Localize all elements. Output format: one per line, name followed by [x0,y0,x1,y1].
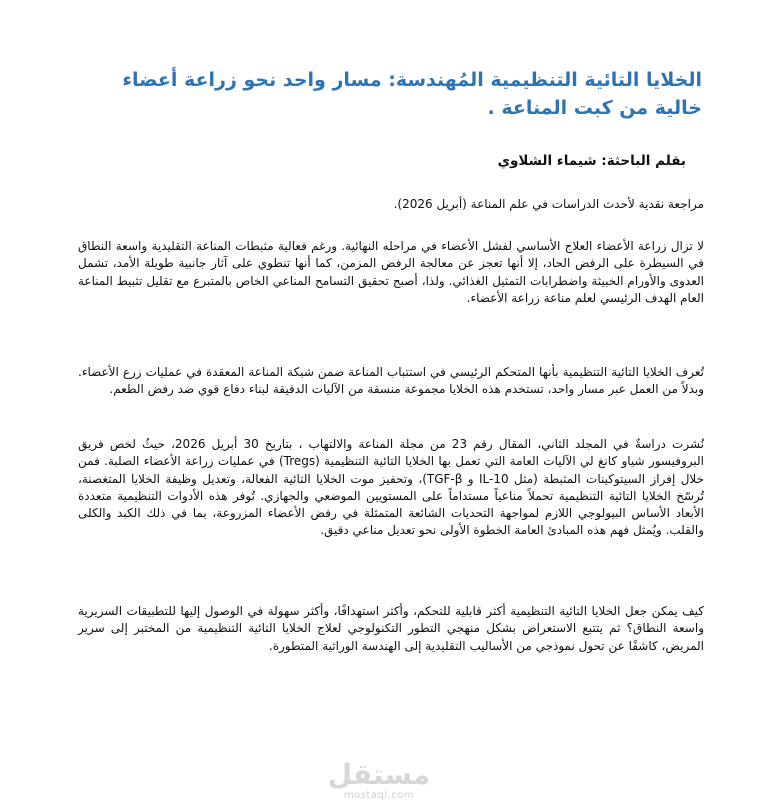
intro-line: مراجعة نقدية لأحدث الدراسات في علم المناعة (أبريل 2026). [393,197,704,211]
mostaql-watermark [324,760,434,802]
paragraph-1: لا تزال زراعة الأعضاء العلاج الأساسي لفشل الأعضاء في مراحله النهائية. ورغم فعالية مثبطات المناعة التقليدية واسعة النطاق في السيطرة على الرفض الحاد، إلا أنها تعجز عن معالجة الرفض المزمن، كما أنها تنطوي على آثار جانبية طويلة الأمد، تشمل العدوى والأورام الخبيثة واضطرابات التمثيل الغذائي. ولذا، أصبح تحقيق التسامح المناعي الخاص بالمتبرع مع تقليل تثبيط المناعة العام الهدف الرئيسي لعلم مناعة زراعة الأعضاء. [78,239,704,305]
paragraph-4: كيف يمكن جعل الخلايا التائية التنظيمية أكثر قابلية للتحكم، وأكثر استهدافًا، وأكثر سهولة في الوصول إليها للتطبيقات السريرية واسعة النطاق؟ ثم يتتبع الاستعراض بشكل منهجي التطور التكنولوجي لعلاج الخلايا التائية التنظيمية من المختبر إلى سرير المريض، كاشفًا عن تحول نموذجي من الأساليب التقليدية إلى الهندسة الوراثية المتطورة. [78,604,704,653]
author-byline: بقلم الباحثة: شيماء الشلاوي [497,153,686,169]
watermark-logo: مستقل [327,758,431,791]
document-title: الخلايا التائية التنظيمية المُهندسة: مسار واحد نحو زراعة أعضاء خالية من كبت المناعة . [122,69,702,119]
paragraph-2: تُعرف الخلايا التائية التنظيمية بأنها المتحكم الرئيسي في استتباب المناعة ضمن شبكة المناعة المعقدة في عمليات زرع الأعضاء. وبدلاً من العمل عبر مسار واحد، تستخدم هذه الخلايا مجموعة منسقة من الآليات الدقيقة لبناء دفاع قوي ضد رفض الطعم. [78,365,704,397]
watermark-domain: mostaql.com [343,790,415,801]
paragraph-3: نُشرت دراسةٌ في المجلد الثاني، المقال رقم 23 من مجلة المناعة والالتهاب ، بتاريخ 30 أبريل 2026، حيثُ لخص فريق البروفيسور شياو كانغ لي الآليات العامة التي تعمل بها الخلايا التائية التنظيمية (Tregs) في عمليات زراعة الأعضاء الصلبة. فمن خلال إفراز السيتوكينات المثبطة (مثل IL-10 و TGF-β)، وتحفيز موت الخلايا التائية الفعالة، وتعديل وظيفة الخلايا المتغصنة، تُرسّخ الخلايا التائية التنظيمية تحملاً مناعياً مستداماً على المستويين الموضعي والجهازي. تُوفر هذه الأدوات التنظيمية متعددة الأبعاد الأساس البيولوجي اللازم لمواجهة التحديات الشائعة المتمثلة في رفض الأعضاء المزروعة، بما في ذلك الكبد والكلى والقلب. ويُمثل فهم هذه المبادئ العامة الخطوة الأولى نحو تعديل مناعي دقيق. [78,437,704,538]
